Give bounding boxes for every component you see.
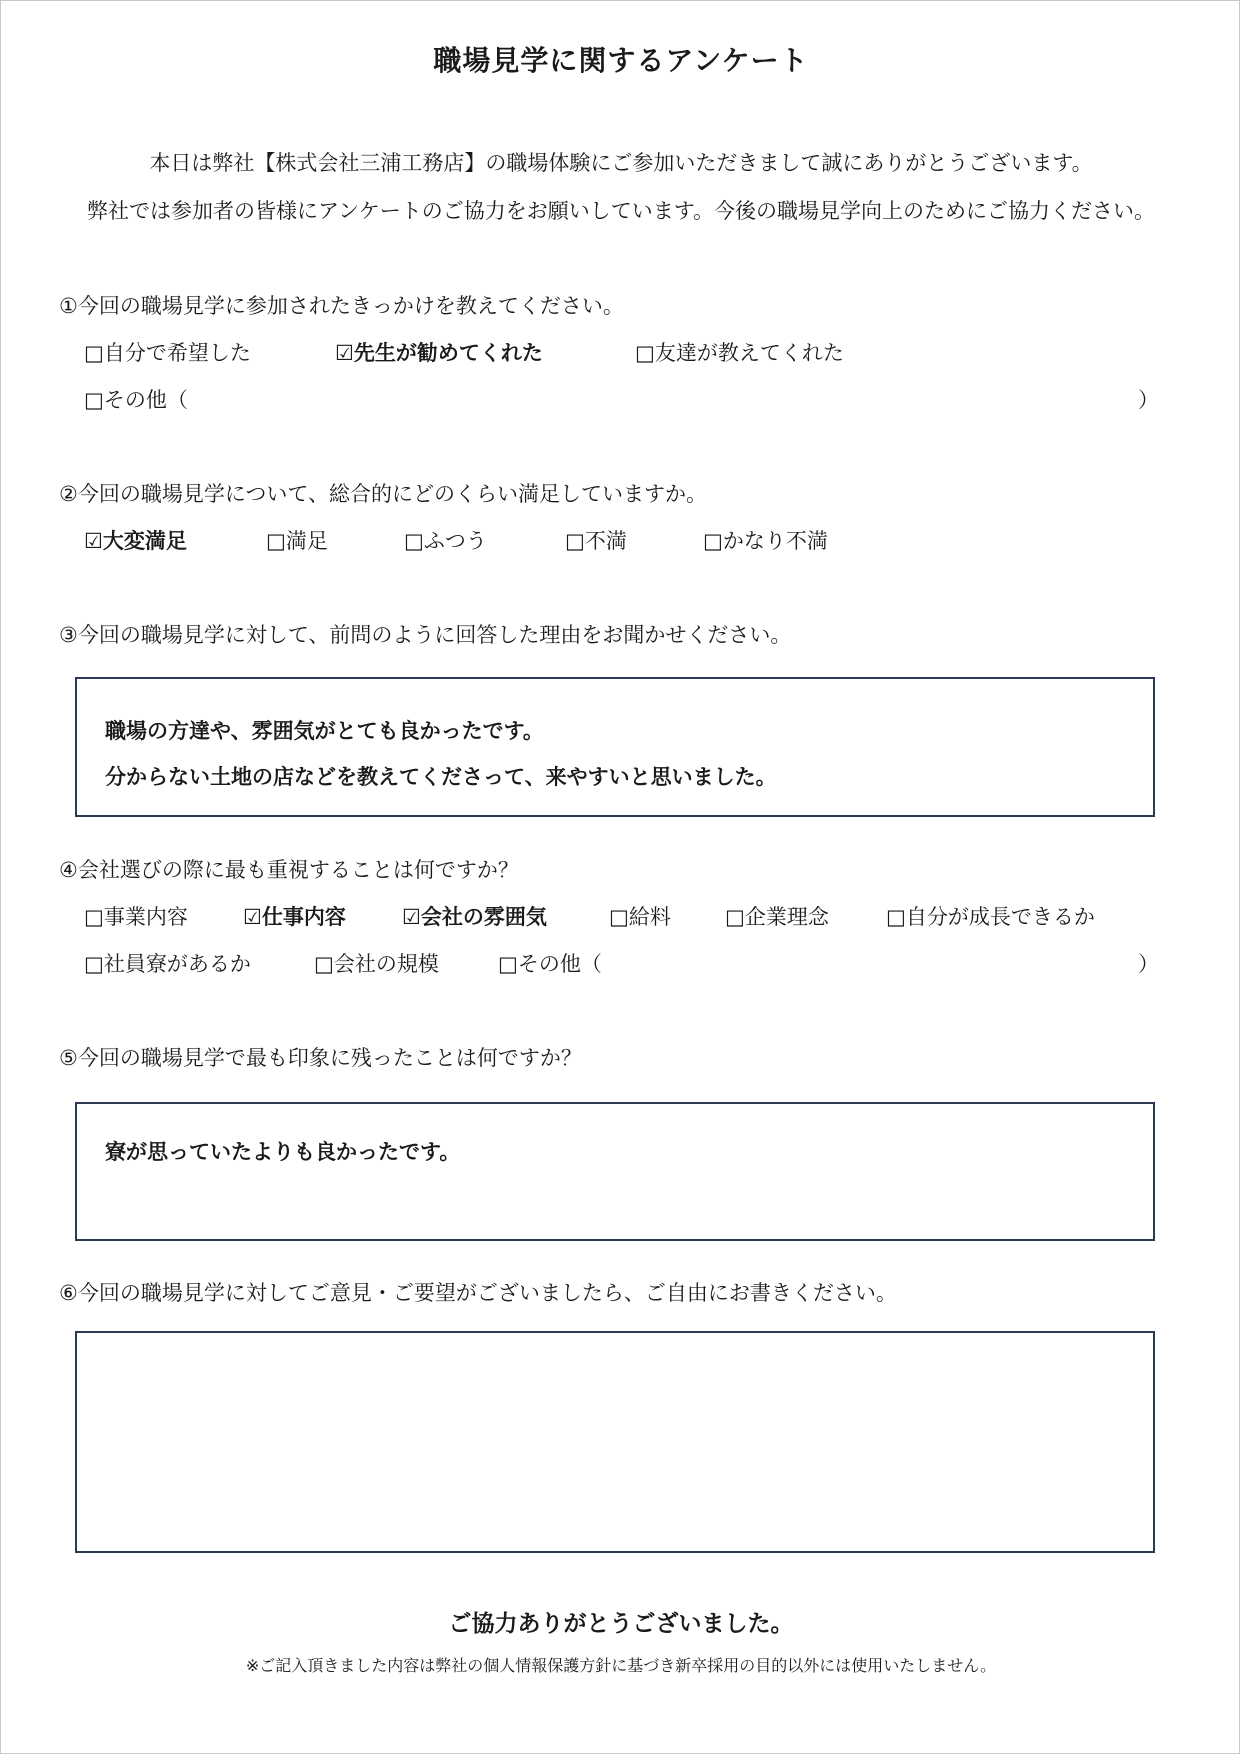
q1-other-close-paren: ） xyxy=(1138,388,1159,412)
question-4: ④会社選びの際に最も重視することは何ですか？ xyxy=(59,858,519,882)
question-5: ⑤今回の職場見学で最も印象に残ったことは何ですか？ xyxy=(59,1046,582,1070)
q2-option-neutral[interactable]: □ふつう xyxy=(404,529,487,553)
q1-option-other[interactable]: □その他（ xyxy=(84,388,188,412)
q4-option-business[interactable]: □事業内容 xyxy=(84,905,188,929)
intro-line-1: 本日は弊社【株式会社三浦工務店】の職場体験にご参加いただきまして誠にありがとうございます。 xyxy=(149,151,1093,175)
q6-answer-box[interactable] xyxy=(75,1331,1155,1553)
q4-other-close-paren: ） xyxy=(1138,952,1159,976)
q1-option-teacher[interactable]: ☑先生が勧めてくれた xyxy=(335,341,543,365)
q3-answer-box[interactable] xyxy=(75,677,1155,817)
privacy-note: ※ご記入頂きました内容は弊社の個人情報保護方針に基づき新卒採用の目的以外には使用いたしません。 xyxy=(245,1656,997,1675)
q4-option-salary[interactable]: □給料 xyxy=(609,905,671,929)
intro-line-2: 弊社では参加者の皆様にアンケートのご協力をお願いしています。今後の職場見学向上のためにご協力ください。 xyxy=(86,199,1156,223)
q5-answer-box[interactable] xyxy=(75,1102,1155,1241)
q3-answer-line-2: 分からない土地の店などを教えてくださって、来やすいと思いました。 xyxy=(105,765,777,789)
q2-option-very-satisfied[interactable]: ☑大変満足 xyxy=(84,529,187,553)
q4-option-dormitory[interactable]: □社員寮があるか xyxy=(84,952,251,976)
q4-option-growth[interactable]: □自分が成長できるか xyxy=(886,905,1095,929)
q4-option-atmosphere[interactable]: ☑会社の雰囲気 xyxy=(402,905,547,929)
q1-option-self[interactable]: □自分で希望した xyxy=(84,341,251,365)
question-6: ⑥今回の職場見学に対してご意見・ご要望がございましたら、ご自由にお書きください。 xyxy=(59,1281,897,1305)
q2-option-very-dissatisfied[interactable]: □かなり不満 xyxy=(703,529,828,553)
question-3: ③今回の職場見学に対して、前問のように回答した理由をお聞かせください。 xyxy=(59,623,792,647)
question-1: ①今回の職場見学に参加されたきっかけを教えてください。 xyxy=(59,294,624,318)
q4-option-other[interactable]: □その他（ xyxy=(498,952,602,976)
thanks-message: ご協力ありがとうございました。 xyxy=(448,1611,794,1637)
q4-option-philosophy[interactable]: □企業理念 xyxy=(725,905,829,929)
q3-answer-line-1: 職場の方達や、雰囲気がとても良かったです。 xyxy=(105,719,544,743)
q5-answer-line-1: 寮が思っていたよりも良かったです。 xyxy=(105,1140,461,1164)
q4-option-job[interactable]: ☑仕事内容 xyxy=(243,905,346,929)
question-2: ②今回の職場見学について、総合的にどのくらい満足していますか。 xyxy=(59,482,707,506)
q2-option-dissatisfied[interactable]: □不満 xyxy=(565,529,627,553)
q1-option-friend[interactable]: □友達が教えてくれた xyxy=(635,341,844,365)
q2-option-satisfied[interactable]: □満足 xyxy=(266,529,328,553)
page-title: 職場見学に関するアンケート xyxy=(433,44,809,77)
q4-option-company-size[interactable]: □会社の規模 xyxy=(314,952,439,976)
